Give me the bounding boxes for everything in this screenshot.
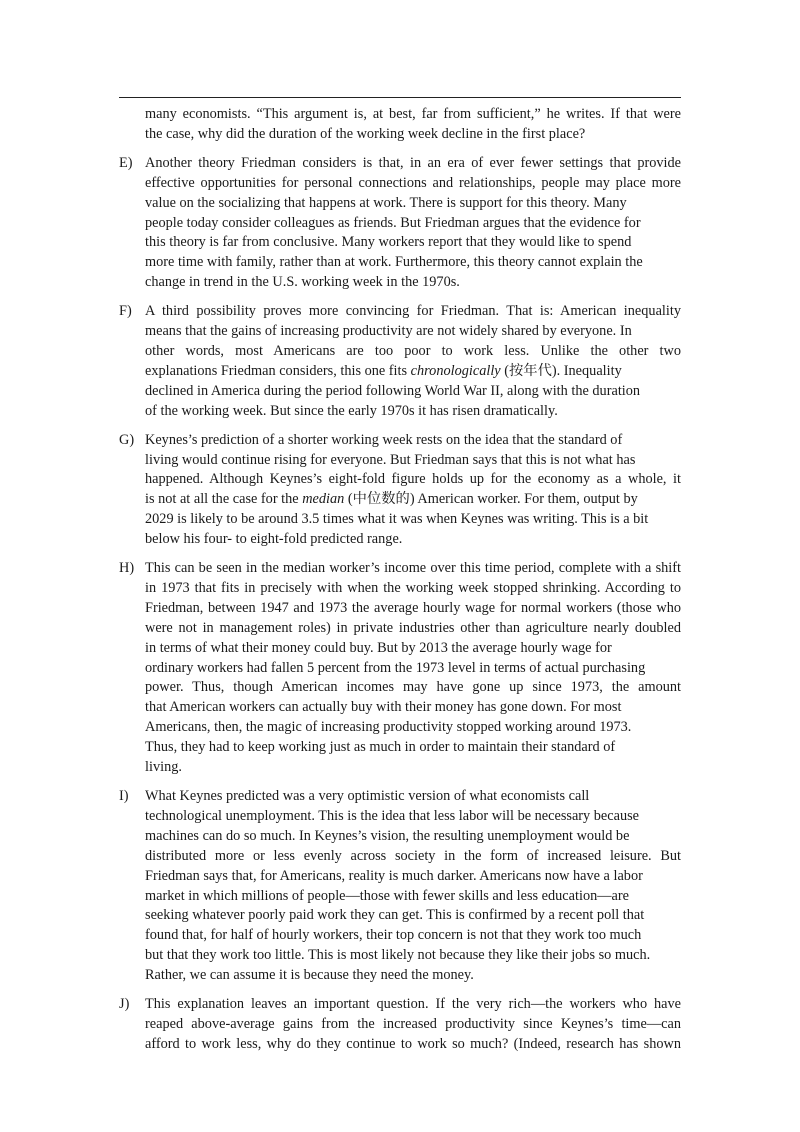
italic-term: median: [302, 491, 345, 508]
text-line: change in trend in the U.S. working week in the 1970s.: [145, 274, 460, 291]
text-line: [145, 362, 681, 382]
paragraph-label: E): [119, 154, 133, 171]
text-line: below his four- to eight-fold predicted range.: [145, 531, 403, 548]
paragraph-g: [119, 431, 681, 550]
text-line: Thus, they had to keep working just as much in order to maintain their standard of: [145, 739, 616, 756]
text-segment: (按年代). Inequality: [500, 362, 622, 379]
text-line: means that the gains of increasing productivity are not widely shared by everyone. In: [145, 323, 632, 340]
text-line: market in which millions of people—those with fewer skills and less education—are: [145, 887, 629, 904]
paragraph-label: G): [119, 431, 135, 448]
text-line: this theory is far from conclusive. Many workers report that they would like to spend: [145, 234, 632, 251]
paragraph-e: [119, 154, 681, 293]
paragraph-j: [119, 995, 681, 1055]
text-line: ordinary workers had fallen 5 percent from the 1973 level in terms of actual purchasing: [145, 659, 646, 676]
document-body: [119, 105, 681, 1055]
continuation-paragraph: [145, 105, 681, 145]
text-line: technological unemployment. This is the idea that less labor will be necessary because: [145, 807, 640, 824]
text-line: but that they work too little. This is most likely not because they like their jobs so much.: [145, 947, 651, 964]
text-line: reaped above-average gains from the increased productivity since Keynes’s time—can: [145, 1015, 681, 1032]
paragraph-label: F): [119, 303, 132, 320]
text-line: distributed more or less evenly across society in the form of increased leisure. But: [145, 847, 681, 864]
text-segment: explanations Friedman considers, this one fits: [145, 362, 411, 379]
text-line: more time with family, rather than at work. Furthermore, this theory cannot explain the: [145, 254, 643, 271]
text-line: Another theory Friedman considers is that, in an era of ever fewer settings that provide: [145, 154, 681, 171]
text-line: many economists. “This argument is, at best, far from sufficient,” he writes. If that were: [145, 106, 681, 122]
text-line: in 1973 that fits in precisely with when the working week stopped shrinking. According to: [145, 579, 681, 596]
text-line: found that, for half of hourly workers, their top concern is not that they work too much: [145, 927, 642, 944]
text-line: were not in management roles) in private industries other than agriculture nearly doubled: [145, 619, 681, 636]
text-line: living would continue rising for everyone. But Friedman says that this is not what has: [145, 451, 636, 468]
text-segment: is not at all the case for the: [145, 491, 303, 508]
text-line: What Keynes predicted was a very optimistic version of what economists call: [145, 788, 590, 804]
text-line: value on the socializing that happens at work. There is support for this theory. Many: [145, 194, 627, 211]
text-segment: (中位数的) American worker. For them, output by: [344, 491, 638, 508]
text-line: [145, 490, 681, 510]
text-line: other words, most Americans are too poor to work less. Unlike the other two: [145, 342, 681, 359]
paragraph-label: J): [119, 996, 130, 1013]
text-line: Keynes’s prediction of a shorter working week rests on the idea that the standard of: [145, 431, 623, 448]
text-line: power. Thus, though American incomes may have gone up since 1973, the amount: [145, 679, 681, 696]
paragraph-h: [119, 559, 681, 778]
text-line: Americans, then, the magic of increasing productivity stopped working around 1973.: [145, 719, 632, 736]
text-line: effective opportunities for personal connections and relationships, people may place more: [145, 174, 681, 191]
text-line: living.: [145, 759, 182, 776]
text-line: people today consider colleagues as friends. But Friedman argues that the evidence for: [145, 214, 641, 231]
text-line: afford to work less, why do they continue to work so much? (Indeed, research has shown: [145, 1035, 681, 1052]
text-line: that American workers can actually buy with their money has gone down. For most: [145, 699, 622, 716]
text-line: seeking whatever poorly paid work they can get. This is confirmed by a recent poll that: [145, 907, 645, 924]
text-line: in terms of what their money could buy. But by 2013 the average hourly wage for: [145, 639, 612, 656]
text-line: machines can do so much. In Keynes’s vision, the resulting unemployment would be: [145, 827, 630, 844]
paragraph-f: [119, 302, 681, 421]
italic-term: chronologically: [410, 362, 501, 379]
paragraph-label: I): [119, 788, 129, 804]
text-line: happened. Although Keynes’s eight-fold figure holds up for the economy as a whole, it: [145, 471, 681, 488]
text-line: declined in America during the period following World War II, along with the duration: [145, 382, 641, 399]
text-line: A third possibility proves more convincing for Friedman. That is: American inequality: [145, 303, 681, 320]
paragraph-label: H): [119, 560, 135, 577]
text-line: Friedman, between 1947 and 1973 the average hourly wage for normal workers (those who: [145, 599, 681, 616]
text-line: the case, why did the duration of the working week decline in the first place?: [145, 125, 586, 142]
text-line: Rather, we can assume it is because they need the money.: [145, 967, 474, 984]
text-line: This can be seen in the median worker’s income over this time period, complete with a shift: [145, 560, 681, 577]
text-line: Friedman says that, for Americans, reality is much darker. Americans now have a labor: [145, 867, 643, 884]
text-line: 2029 is likely to be around 3.5 times what it was when Keynes was writing. This is a bit: [145, 511, 649, 528]
paragraph-i: [119, 787, 681, 986]
text-line: of the working week. But since the early 1970s it has risen dramatically.: [145, 402, 558, 419]
header-rule: [119, 97, 681, 98]
text-line: This explanation leaves an important question. If the very rich—the workers who have: [145, 996, 681, 1013]
